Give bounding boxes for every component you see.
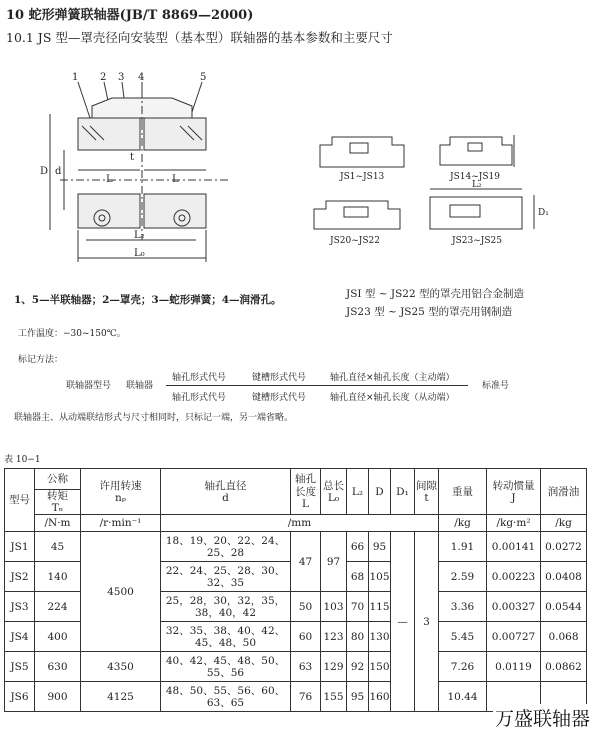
variant-js23-js25: JS23~JS25 [452, 236, 502, 246]
callout-2: 2 [100, 72, 107, 83]
table-row: JS2 140 22、24、25、28、30、32、35 68 105 2.59 0.00223 0.0408 [5, 562, 587, 592]
marking-note: 联轴器主、从动端联结形式与尺寸相同时，只标记一端，另一端省略。 [14, 413, 294, 423]
header-weight: 重量 [439, 469, 487, 515]
header-oil: 润滑油 [541, 469, 587, 515]
marking-model-code: 联轴器型号 [66, 381, 112, 391]
unit-inertia: /kg·m² [487, 515, 541, 532]
dim-D: D [40, 166, 49, 177]
variant-js14-js19: JS14~JS19 [450, 172, 500, 182]
table-row: JS1 45 4500 18、19、20、22、24、25、28 47 97 66 95 — 3 1.91 0.00141 0.0272 [5, 532, 587, 562]
table-row: JS5 630 4350 40、42、45、48、50、55、56 63 129 92 150 7.26 0.0119 0.0862 [5, 652, 587, 682]
table-row: JS4 400 32、35、38、40、42、45、48、50 60 123 80 130 5.45 0.00727 0.068 [5, 622, 587, 652]
merged-speed: 4500 [81, 532, 161, 652]
unit-weight: /kg [439, 515, 487, 532]
header-speed: 许用转速 nₚ [81, 469, 161, 515]
unit-speed: /r·min⁻¹ [81, 515, 161, 532]
dim-L2: L₂ [134, 230, 145, 241]
header-gap: 间隙 t [415, 469, 439, 515]
dim-L-left: L [106, 174, 113, 185]
spec-table [4, 468, 587, 712]
merged-total-length: 97 [321, 532, 347, 592]
watermark: 万盛联轴器 [493, 704, 592, 731]
header-bore: 轴孔直径 d [161, 469, 291, 515]
dim-t: t [130, 152, 135, 163]
dim-D1: D₁ [538, 208, 549, 218]
variant-js1-js13: JS1~JS13 [340, 172, 385, 182]
dim-L2-small: L₂ [472, 180, 482, 190]
header-torque-2: 转矩 Tₙ [35, 490, 81, 515]
merged-gap: 3 [415, 532, 439, 712]
merged-d1: — [391, 532, 415, 712]
callout-1: 1 [72, 72, 79, 83]
marking-coupling: 联轴器 [126, 381, 154, 391]
marking-standard: 标准号 [482, 381, 510, 391]
material-note-2: JS23 型 ~ JS25 型的罩壳用钢制造 [346, 306, 513, 318]
coupling-drawing [30, 70, 250, 270]
marking-row2-bore-type: 轴孔形式代号 [172, 393, 227, 403]
material-note-1: JSI 型 ~ JS22 型的罩壳用铝合金制造 [346, 288, 524, 300]
work-temperature: 工作温度：−30~150℃。 [18, 329, 126, 339]
part-legend: 1、5—半联轴器；2—罩壳；3—蛇形弹簧；4—润滑孔。 [14, 294, 282, 306]
header-d1: D₁ [391, 469, 415, 515]
section-subtitle: 10.1 JS 型—罩壳径向安装型（基本型）联轴器的基本参数和主要尺寸 [6, 30, 393, 45]
header-d: D [369, 469, 391, 515]
marking-row1-bore-type: 轴孔形式代号 [172, 373, 227, 383]
callout-5: 5 [200, 72, 207, 83]
marking-divider [166, 385, 468, 386]
marking-row2-dims: 轴孔直径×轴孔长度（从动端） [330, 393, 455, 403]
variant-sketches [300, 125, 560, 255]
header-model: 型号 [5, 469, 35, 532]
header-torque-1: 公称 [35, 469, 81, 490]
table-caption: 表 10−1 [4, 455, 41, 465]
callout-3: 3 [118, 72, 125, 83]
header-inertia: 转动惯量 J [487, 469, 541, 515]
callout-4: 4 [138, 72, 145, 83]
header-bore-length: 轴孔 长度 L [291, 469, 321, 515]
dim-L0: L₀ [134, 248, 145, 259]
header-l2: L₂ [347, 469, 369, 515]
table-row: JS3 224 25，28，30，32，35，38，40，42 50 103 70 115 3.36 0.00327 0.0544 [5, 592, 587, 622]
marking-row1-key-type: 键槽形式代号 [252, 373, 307, 383]
marking-row1-dims: 轴孔直径×轴孔长度（主动端） [330, 373, 455, 383]
unit-mm: /mm [161, 515, 439, 532]
header-total-length: 总长 L₀ [321, 469, 347, 515]
dim-d: d [55, 166, 62, 177]
unit-torque: /N·m [35, 515, 81, 532]
marking-label: 标记方法： [18, 355, 64, 365]
table-row: JS6 900 4125 48、50、55、56、60、63、65 76 155 95 160 10.44 [5, 682, 587, 712]
variant-js20-js22: JS20~JS22 [330, 236, 380, 246]
dim-L-right: L [172, 174, 179, 185]
merged-bore-length: 47 [291, 532, 321, 592]
marking-row2-key-type: 键槽形式代号 [252, 393, 307, 403]
section-title: 10 蛇形弹簧联轴器(JB/T 8869—2000) [6, 8, 254, 23]
unit-oil: /kg [541, 515, 587, 532]
